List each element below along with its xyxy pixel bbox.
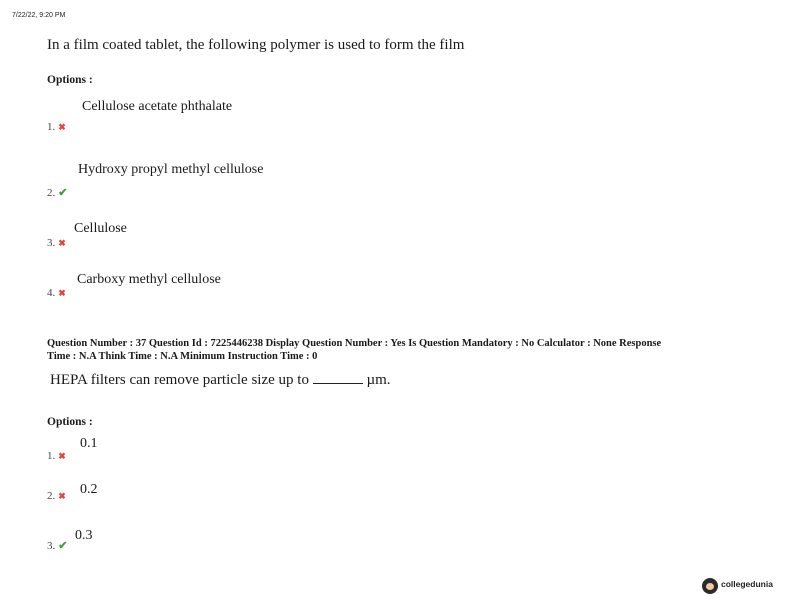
option-number: 4. ✖: [47, 287, 66, 299]
option-label: Cellulose: [74, 221, 127, 236]
question-text: HEPA filters can remove particle size up to µm.: [50, 372, 391, 388]
brand-name: collegedunia: [721, 578, 773, 589]
cross-icon: ✖: [58, 288, 66, 298]
option-number: 3. ✖: [47, 237, 66, 249]
cross-icon: ✖: [58, 491, 66, 501]
option-label: 0.1: [80, 436, 98, 451]
option-label: Cellulose acetate phthalate: [82, 99, 233, 114]
cross-icon: ✖: [58, 122, 66, 132]
answer-blank: [313, 372, 363, 384]
question-metadata: Question Number : 37 Question Id : 7225446238 Display Question Number : Yes Is Question Mandatory : No Calculator : None Response Time : N.A Think Time : N.A Minimum Instruction Time : 0: [47, 338, 662, 362]
option-label: 0.2: [80, 482, 98, 497]
collegedunia-logo: [702, 578, 773, 594]
option-number: 2. ✔: [47, 187, 68, 199]
print-timestamp: 7/22/22, 9:20 PM: [12, 12, 66, 19]
options-heading: Options :: [47, 74, 93, 86]
options-heading: Options :: [47, 416, 93, 428]
option-number: 1. ✖: [47, 121, 66, 133]
brand-tagline: [721, 589, 773, 593]
check-icon: ✔: [58, 540, 68, 552]
mascot-icon: [702, 578, 718, 594]
check-icon: ✔: [58, 187, 68, 199]
cross-icon: ✖: [58, 238, 66, 248]
option-number: 2. ✖: [47, 490, 66, 502]
option-label: Hydroxy propyl methyl cellulose: [78, 162, 264, 177]
option-label: Carboxy methyl cellulose: [77, 272, 221, 287]
question-text: In a film coated tablet, the following polymer is used to form the film: [47, 37, 465, 53]
cross-icon: ✖: [58, 451, 66, 461]
option-number: 1. ✖: [47, 450, 66, 462]
option-number: 3. ✔: [47, 540, 68, 552]
option-label: 0.3: [75, 528, 93, 543]
